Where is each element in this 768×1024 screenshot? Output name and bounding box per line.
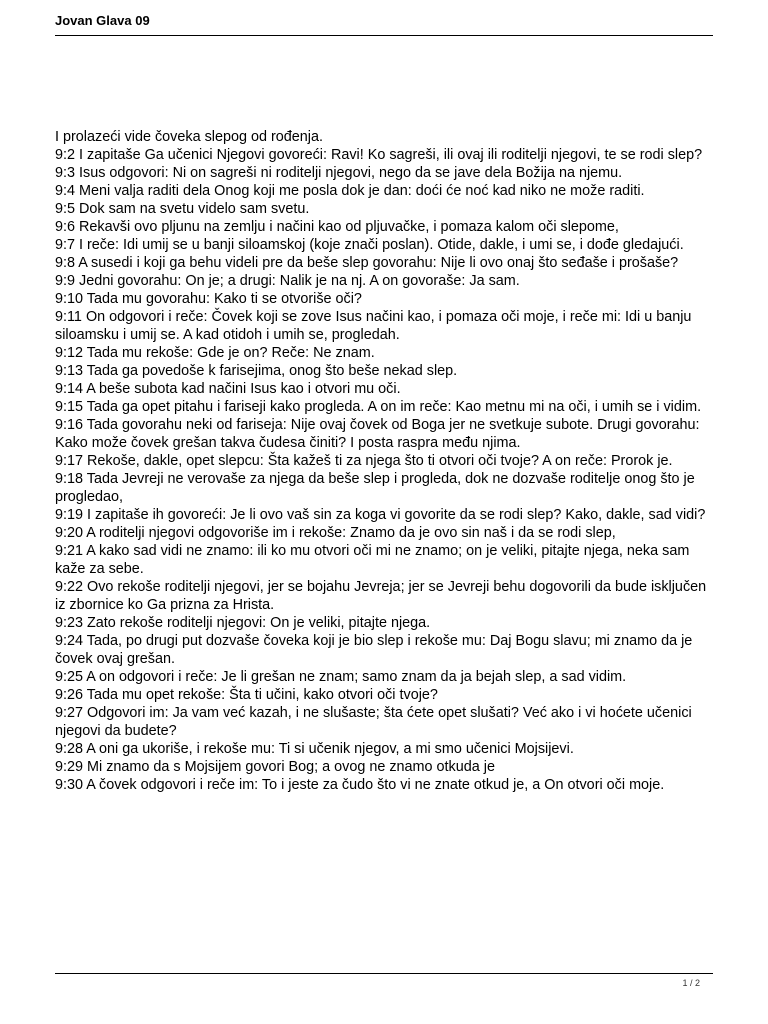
verse-paragraph: 9:3 Isus odgovori: Ni on sagreši ni roditelji njegovi, nego da se jave dela Božija na njemu. xyxy=(55,165,623,181)
verse-paragraph: 9:19 I zapitaše ih govoreći: Je li ovo vaš sin za koga vi govorite da se rodi slep? Kako, dakle, sad vidi? xyxy=(55,507,706,523)
verse-paragraph: 9:23 Zato rekoše roditelji njegovi: On je veliki, pitajte njega. xyxy=(55,615,431,631)
page-number: 1 / 2 xyxy=(682,978,700,988)
verse-paragraph: 9:5 Dok sam na svetu videlo sam svetu. xyxy=(55,201,310,217)
verse-paragraph: 9:15 Tada ga opet pitahu i fariseji kako progleda. A on im reče: Kao metnu mi na oči, i umih se i vidim. xyxy=(55,399,702,415)
header-divider xyxy=(55,35,713,36)
verse-paragraph: 9:22 Ovo rekoše roditelji njegovi, jer se bojahu Jevreja; jer se Jevreji behu dogovorili da bude isključen iz zbornice ko Ga prizna za Hrista. xyxy=(55,579,707,613)
verse-paragraph: 9:20 A roditelji njegovi odgovoriše im i rekoše: Znamo da je ovo sin naš i da se rodi slep, xyxy=(55,525,616,541)
verse-paragraph: 9:10 Tada mu govorahu: Kako ti se otvoriše oči? xyxy=(55,291,362,307)
verse-paragraph: 9:14 A beše subota kad načini Isus kao i otvori mu oči. xyxy=(55,381,401,397)
verse-paragraph: I prolazeći vide čoveka slepog od rođenja. xyxy=(55,129,323,145)
verse-paragraph: 9:6 Rekavši ovo pljunu na zemlju i načini kao od pljuvačke, i pomaza kalom oči slepome, xyxy=(55,219,619,235)
verse-paragraph: 9:21 A kako sad vidi ne znamo: ili ko mu otvori oči mi ne znamo; on je veliki, pitajte njega, neka sam kaže za sebe. xyxy=(55,543,690,577)
verse-paragraph: 9:17 Rekoše, dakle, opet slepcu: Šta kažeš ti za njega što ti otvori oči tvoje? A on reče: Prorok je. xyxy=(55,453,673,469)
verse-paragraph: 9:7 I reče: Idi umij se u banji siloamskoj (koje znači poslan). Otide, dakle, i umi se, i dođe gledajući. xyxy=(55,237,684,253)
verse-paragraph: 9:29 Mi znamo da s Mojsijem govori Bog; a ovog ne znamo otkuda je xyxy=(55,759,495,775)
verse-paragraph: 9:24 Tada, po drugi put dozvaše čoveka koji je bio slep i rekoše mu: Daj Bogu slavu; mi znamo da je čovek ovaj grešan. xyxy=(55,633,693,667)
document-body xyxy=(55,128,717,794)
verse-paragraph: 9:25 A on odgovori i reče: Je li grešan ne znam; samo znam da ja bejah slep, a sad vidim. xyxy=(55,669,627,685)
verse-paragraph: 9:2 I zapitaše Ga učenici Njegovi govoreći: Ravi! Ko sagreši, ili ovaj ili roditelji njegovi, te se rodi slep? xyxy=(55,147,703,163)
verse-paragraph: 9:18 Tada Jevreji ne verovaše za njega da beše slep i progleda, dok ne dozvaše roditelje onog što je progledao, xyxy=(55,471,695,505)
verse-paragraph: 9:9 Jedni govorahu: On je; a drugi: Nalik je na nj. A on govoraše: Ja sam. xyxy=(55,273,520,289)
verse-paragraph: 9:26 Tada mu opet rekoše: Šta ti učini, kako otvori oči tvoje? xyxy=(55,687,438,703)
verse-paragraph: 9:30 A čovek odgovori i reče im: To i jeste za čudo što vi ne znate otkud je, a On otvori oči moje. xyxy=(55,777,665,793)
verse-paragraph: 9:27 Odgovori im: Ja vam već kazah, i ne slušaste; šta ćete opet slušati? Već ako i vi hoćete učenici njegovi da budete? xyxy=(55,705,692,739)
document-header-title: Jovan Glava 09 xyxy=(55,13,150,28)
verse-paragraph: 9:8 A susedi i koji ga behu videli pre da beše slep govorahu: Nije li ovo onaj što sеđaše i prošaše? xyxy=(55,255,679,271)
verse-paragraph: 9:13 Tada ga povedoše k farisejima, onog što beše nekad slep. xyxy=(55,363,458,379)
footer-divider xyxy=(55,973,713,974)
verse-paragraph: 9:16 Tada govorahu neki od fariseja: Nije ovaj čovek od Boga jer ne svetkuje subote. Drugi govorahu: Kako može čovek grešan takva čudesa činiti? I posta raspra među njima. xyxy=(55,417,700,451)
verse-paragraph: 9:4 Meni valja raditi dela Onog koji me posla dok je dan: doći će noć kad niko ne može raditi. xyxy=(55,183,645,199)
verse-paragraph: 9:12 Tada mu rekoše: Gde je on? Reče: Ne znam. xyxy=(55,345,375,361)
verse-paragraph: 9:11 On odgovori i reče: Čovek koji se zove Isus načini kao, i pomaza oči moje, i reče mi: Idi u banju siloamsku i umij se. A kad otidoh i umih se, progledah. xyxy=(55,309,692,343)
verse-paragraph: 9:28 A oni ga ukoriše, i rekoše mu: Ti si učenik njegov, a mi smo učenici Mojsijevi. xyxy=(55,741,574,757)
